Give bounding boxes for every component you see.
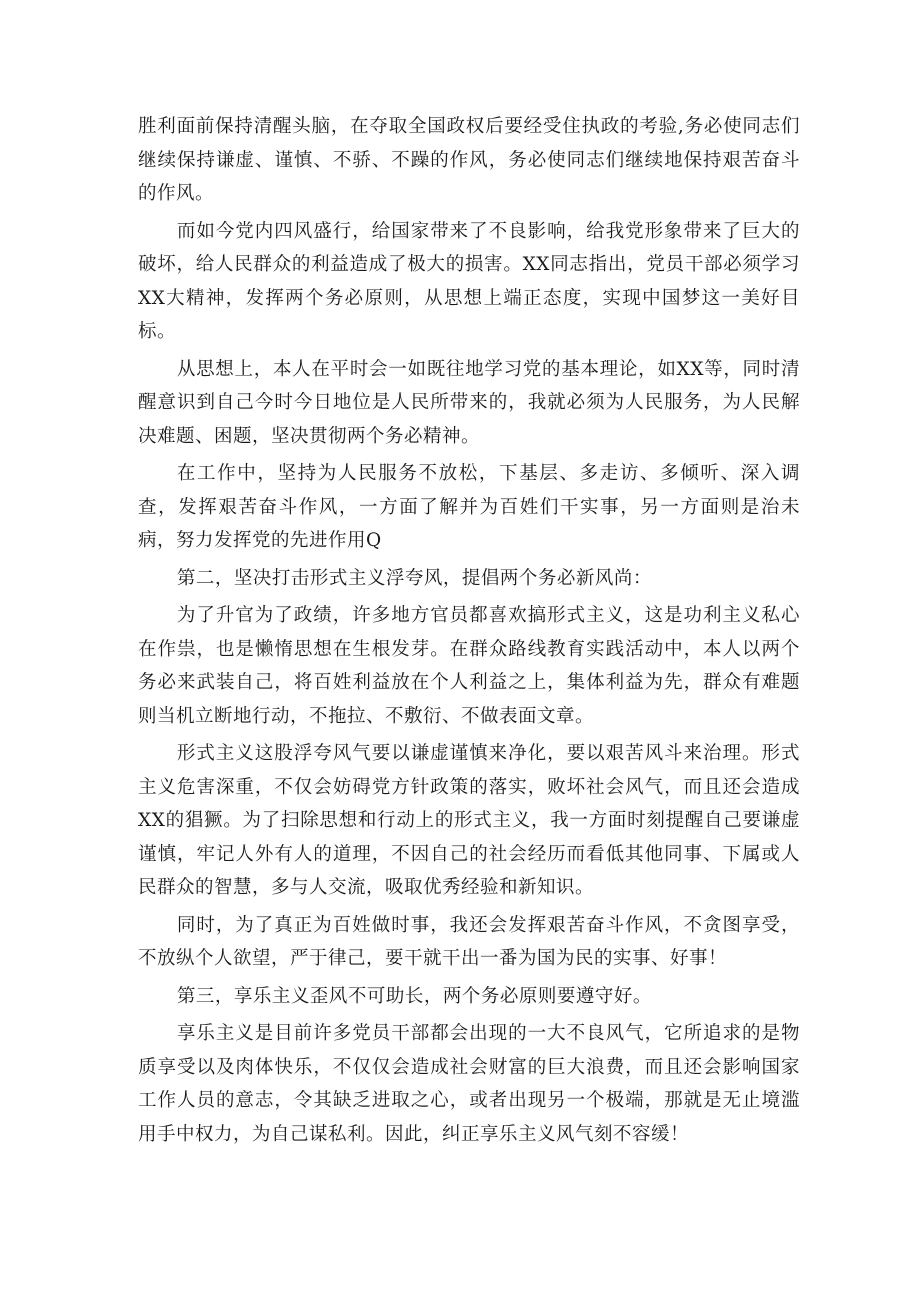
document-body — [138, 110, 800, 1155]
paragraph: 在工作中，坚持为人民服务不放松，下基层、多走访、多倾听、深入调查，发挥艰苦奋斗作风，一方面了解并为百姓们干实事，另一方面则是治未病，努力发挥党的先进作用Q — [138, 463, 800, 551]
paragraph: 为了升官为了政绩，许多地方官员都喜欢搞形式主义，这是功利主义私心在作祟，也是懒惰思想在生根发芽。在群众路线教育实践活动中，本人以两个务必来武装自己，将百姓利益放在个人利益之上，集体利益为先，群众有难题则当机立断地行动，不拖拉、不敷衍、不做表面文章。 — [138, 605, 800, 727]
paragraph: 从思想上，本人在平时会一如既往地学习党的基本理论，如XX等，同时清醒意识到自己今时今日地位是人民所带来的，我就必须为人民服务，为人民解决难题、困题，坚决贯彻两个务必精神。 — [138, 358, 800, 447]
paragraph: 享乐主义是目前许多党员干部都会出现的一大不良风气，它所追求的是物质享受以及肉体快乐，不仅仅会造成社会财富的巨大浪费，而且还会影响国家工作人员的意志，令其缺乏进取之心，或者出现另一个极端，那就是无止境滥用手中权力，为自己谋私利。因此，纠正享乐主义风气刻不容缓！ — [138, 1023, 800, 1145]
section-heading: 第二，坚决打击形式主义浮夸风，提倡两个务必新风尚： — [176, 567, 652, 589]
paragraph: 而如今党内四风盛行，给国家带来了不良影响，给我党形象带来了巨大的破坏，给人民群众的利益造成了极大的损害。XX同志指出，党员干部必须学习XX大精神，发挥两个务必原则，从思想上端正态度，实现中国梦这一美好目标。 — [138, 220, 800, 342]
paragraph: 形式主义这股浮夸风气要以谦虚谨慎来净化，要以艰苦风斗来治理。形式主义危害深重，不仅会妨碍党方针政策的落实，败坏社会风气，而且还会造成XX的猖獗。为了扫除思想和行动上的形式主义，我一方面时刻提醒自己要谦虚谨慎，牢记人外有人的道理，不因自己的社会经历而看低其他同事、下属或人民群众的智慧，多与人交流，吸取优秀经验和新知识。 — [138, 743, 800, 898]
paragraph: 胜利面前保持清醒头脑，在夺取全国政权后要经受住执政的考验,务必使同志们继续保持谦虚、谨慎、不骄、不躁的作风，务必使同志们继续地保持艰苦奋斗的作风。 — [138, 116, 800, 204]
paragraph: 同时，为了真正为百姓做时事，我还会发挥艰苦奋斗作风，不贪图享受，不放纵个人欲望，严于律己，要干就干出一番为国为民的实事、好事！ — [138, 914, 800, 969]
section-heading: 第三，享乐主义歪风不可助长，两个务必原则要遵守好。 — [176, 985, 652, 1007]
